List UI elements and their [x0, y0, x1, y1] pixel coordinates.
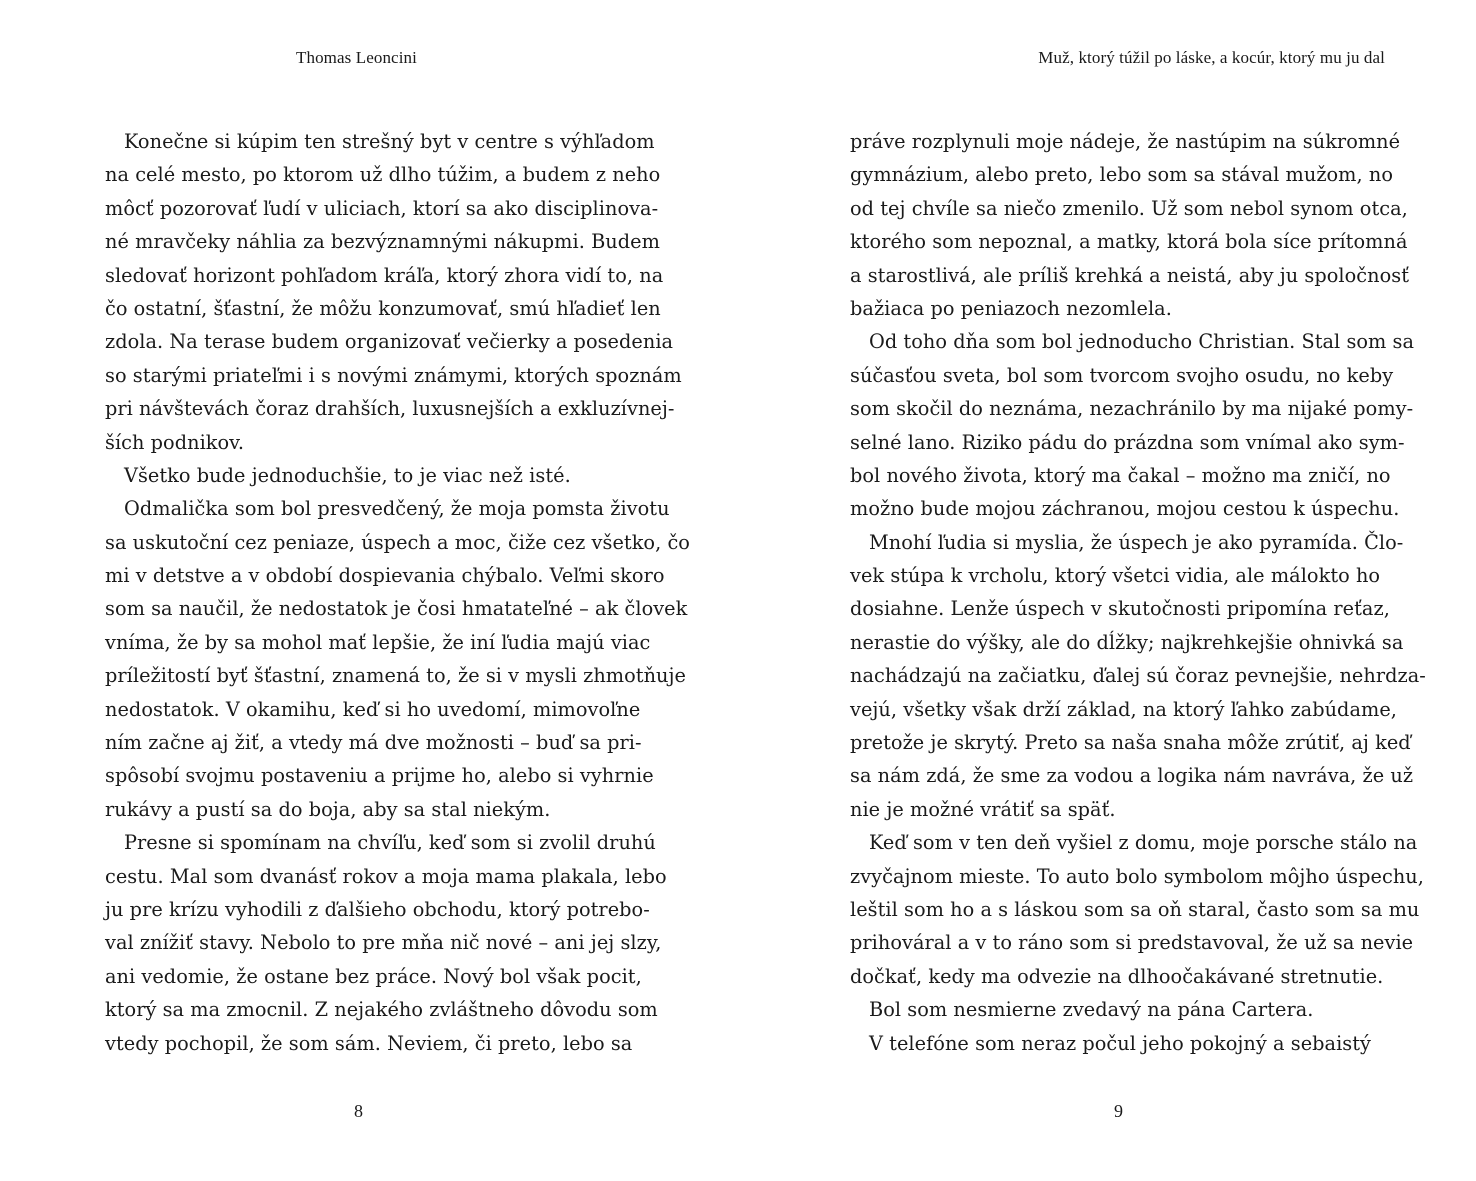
- text-line: pretože je skrytý. Preto sa naša snaha môže zrútiť, aj keď: [850, 731, 1411, 755]
- text-line: gymnázium, alebo preto, lebo som sa stával mužom, no: [850, 163, 1394, 187]
- text-line: nachádzajú na začiatku, ďalej sú čoraz pevnejšie, nehrdza-: [850, 664, 1426, 688]
- text-line: cestu. Mal som dvanásť rokov a moja mama plakala, lebo: [105, 864, 667, 888]
- text-line: leštil som ho a s láskou som sa oň staral, často som sa mu: [850, 897, 1420, 921]
- text-line: vejú, všetky však drží základ, na ktorý ľahko zabúdame,: [850, 697, 1397, 721]
- right-page-body-text: [850, 125, 1426, 1060]
- text-line: Od toho dňa som bol jednoducho Christian. Stal som sa: [869, 330, 1415, 354]
- text-line: Konečne si kúpim ten strešný byt v centre s výhľadom: [124, 130, 655, 153]
- text-line: ších podnikov.: [105, 430, 245, 454]
- text-line: môcť pozorovať ľudí v uliciach, ktorí sa ako disciplinova-: [105, 196, 659, 220]
- text-line: Odmalička som bol presvedčený, že moja pomsta životu: [124, 497, 670, 521]
- text-line: a starostlivá, ale príliš krehká a neistá, aby ju spoločnosť: [850, 263, 1410, 287]
- text-line: nedostatok. V okamihu, keď si ho uvedomí, mimovoľne: [105, 697, 641, 721]
- text-line: sa uskutoční cez peniaze, úspech a moc, čiže cez všetko, čo: [105, 530, 690, 554]
- text-line: vníma, že by sa mohol mať lepšie, že iní ľudia majú viac: [105, 630, 651, 654]
- text-line: na celé mesto, po ktorom už dlho túžim, a budem z neho: [105, 163, 661, 187]
- text-line: vek stúpa k vrcholu, ktorý všetci vidia, ale málokto ho: [850, 564, 1381, 588]
- text-line: Keď som v ten deň vyšiel z domu, moje porsche stálo na: [869, 831, 1418, 855]
- text-line: nie je možné vrátiť sa späť.: [850, 797, 1116, 821]
- text-line: Presne si spomínam na chvíľu, keď som si zvolil druhú: [124, 831, 656, 855]
- text-line: mi v detstve a v období dospievania chýbalo. Veľmi skoro: [105, 564, 665, 588]
- text-line: pri návštevách čoraz drahších, luxusnejších a exkluzívnej-: [105, 397, 675, 421]
- text-line: selné lano. Riziko pádu do prázdna som vnímal ako sym-: [850, 430, 1405, 454]
- text-line: so starými priateľmi i s novými známymi, ktorých spoznám: [105, 363, 682, 387]
- text-line: možno bude mojou záchranou, mojou cestou k úspechu.: [850, 497, 1400, 521]
- left-page-body-text: [105, 125, 690, 1060]
- text-line: ju pre krízu vyhodili z ďalšieho obchodu, ktorý potrebo-: [105, 897, 650, 921]
- text-line: ktorý sa ma zmocnil. Z nejakého zvláštneho dôvodu som: [105, 998, 658, 1022]
- text-line: V telefóne som neraz počul jeho pokojný a sebaistý: [869, 1031, 1371, 1055]
- text-line: bol nového života, ktorý ma čakal – možno ma zničí, no: [850, 463, 1391, 487]
- text-line: spôsobí svojmu postaveniu a prijme ho, alebo si vyhrnie: [105, 764, 654, 788]
- text-line: zdola. Na terase budem organizovať večierky a posedenia: [105, 330, 674, 354]
- running-head-author: Thomas Leoncini: [296, 48, 417, 67]
- text-line: zvyčajnom mieste. To auto bolo symbolom môjho úspechu,: [850, 864, 1424, 888]
- text-line: ani vedomie, že ostane bez práce. Nový bol však pocit,: [105, 964, 642, 988]
- text-line: nerastie do výšky, ale do dĺžky; najkrehkejšie ohnivká sa: [850, 630, 1404, 654]
- text-line: Všetko bude jednoduchšie, to je viac než isté.: [124, 463, 571, 487]
- text-line: bažiaca po peniazoch nezomlela.: [850, 296, 1172, 320]
- page-number: 9: [1114, 1101, 1123, 1121]
- text-line: práve rozplynuli moje nádeje, že nastúpim na súkromné: [850, 130, 1401, 153]
- text-line: Mnohí ľudia si myslia, že úspech je ako pyramída. Člo-: [869, 530, 1404, 554]
- page-number: 8: [354, 1101, 363, 1121]
- text-line: Bol som nesmierne zvedavý na pána Cartera.: [869, 998, 1314, 1022]
- text-line: rukávy a pustí sa do boja, aby sa stal niekým.: [105, 797, 551, 821]
- running-head-title: Muž, ktorý túžil po láske, a kocúr, ktorý mu ju dal: [1038, 48, 1385, 67]
- text-line: ním začne aj žiť, a vtedy má dve možnosti – buď sa pri-: [105, 731, 642, 755]
- text-line: ktorého som nepoznal, a matky, ktorá bola síce prítomná: [850, 230, 1408, 254]
- text-line: né mravčeky náhlia za bezvýznamnými nákupmi. Budem: [105, 230, 660, 254]
- right-page: [738, 0, 1476, 1181]
- text-line: sa nám zdá, že sme za vodou a logika nám navráva, že už: [850, 764, 1414, 788]
- text-line: sledovať horizont pohľadom kráľa, ktorý zhora vidí to, na: [105, 263, 664, 287]
- text-line: príležitostí byť šťastní, znamená to, že si v mysli zhmotňuje: [105, 664, 687, 688]
- text-line: vtedy pochopil, že som sám. Neviem, či preto, lebo sa: [105, 1031, 633, 1055]
- text-line: od tej chvíle sa niečo zmenilo. Už som nebol synom otca,: [850, 196, 1408, 220]
- text-line: som skočil do neznáma, nezachránilo by ma nijaké pomy-: [850, 397, 1414, 421]
- text-line: súčasťou sveta, bol som tvorcom svojho osudu, no keby: [850, 363, 1394, 387]
- text-line: prihováral a v to ráno som si predstavoval, že už sa nevie: [850, 931, 1414, 955]
- text-line: čo ostatní, šťastní, že môžu konzumovať, smú hľadieť len: [105, 296, 661, 320]
- text-line: dosiahne. Lenže úspech v skutočnosti pripomína reťaz,: [850, 597, 1390, 621]
- text-line: dočkať, kedy ma odvezie na dlhoočakávané stretnutie.: [850, 964, 1384, 988]
- text-line: som sa naučil, že nedostatok je čosi hmatateľné – ak človek: [105, 597, 688, 621]
- text-line: val znížiť stavy. Nebolo to pre mňa nič nové – ani jej slzy,: [105, 931, 662, 955]
